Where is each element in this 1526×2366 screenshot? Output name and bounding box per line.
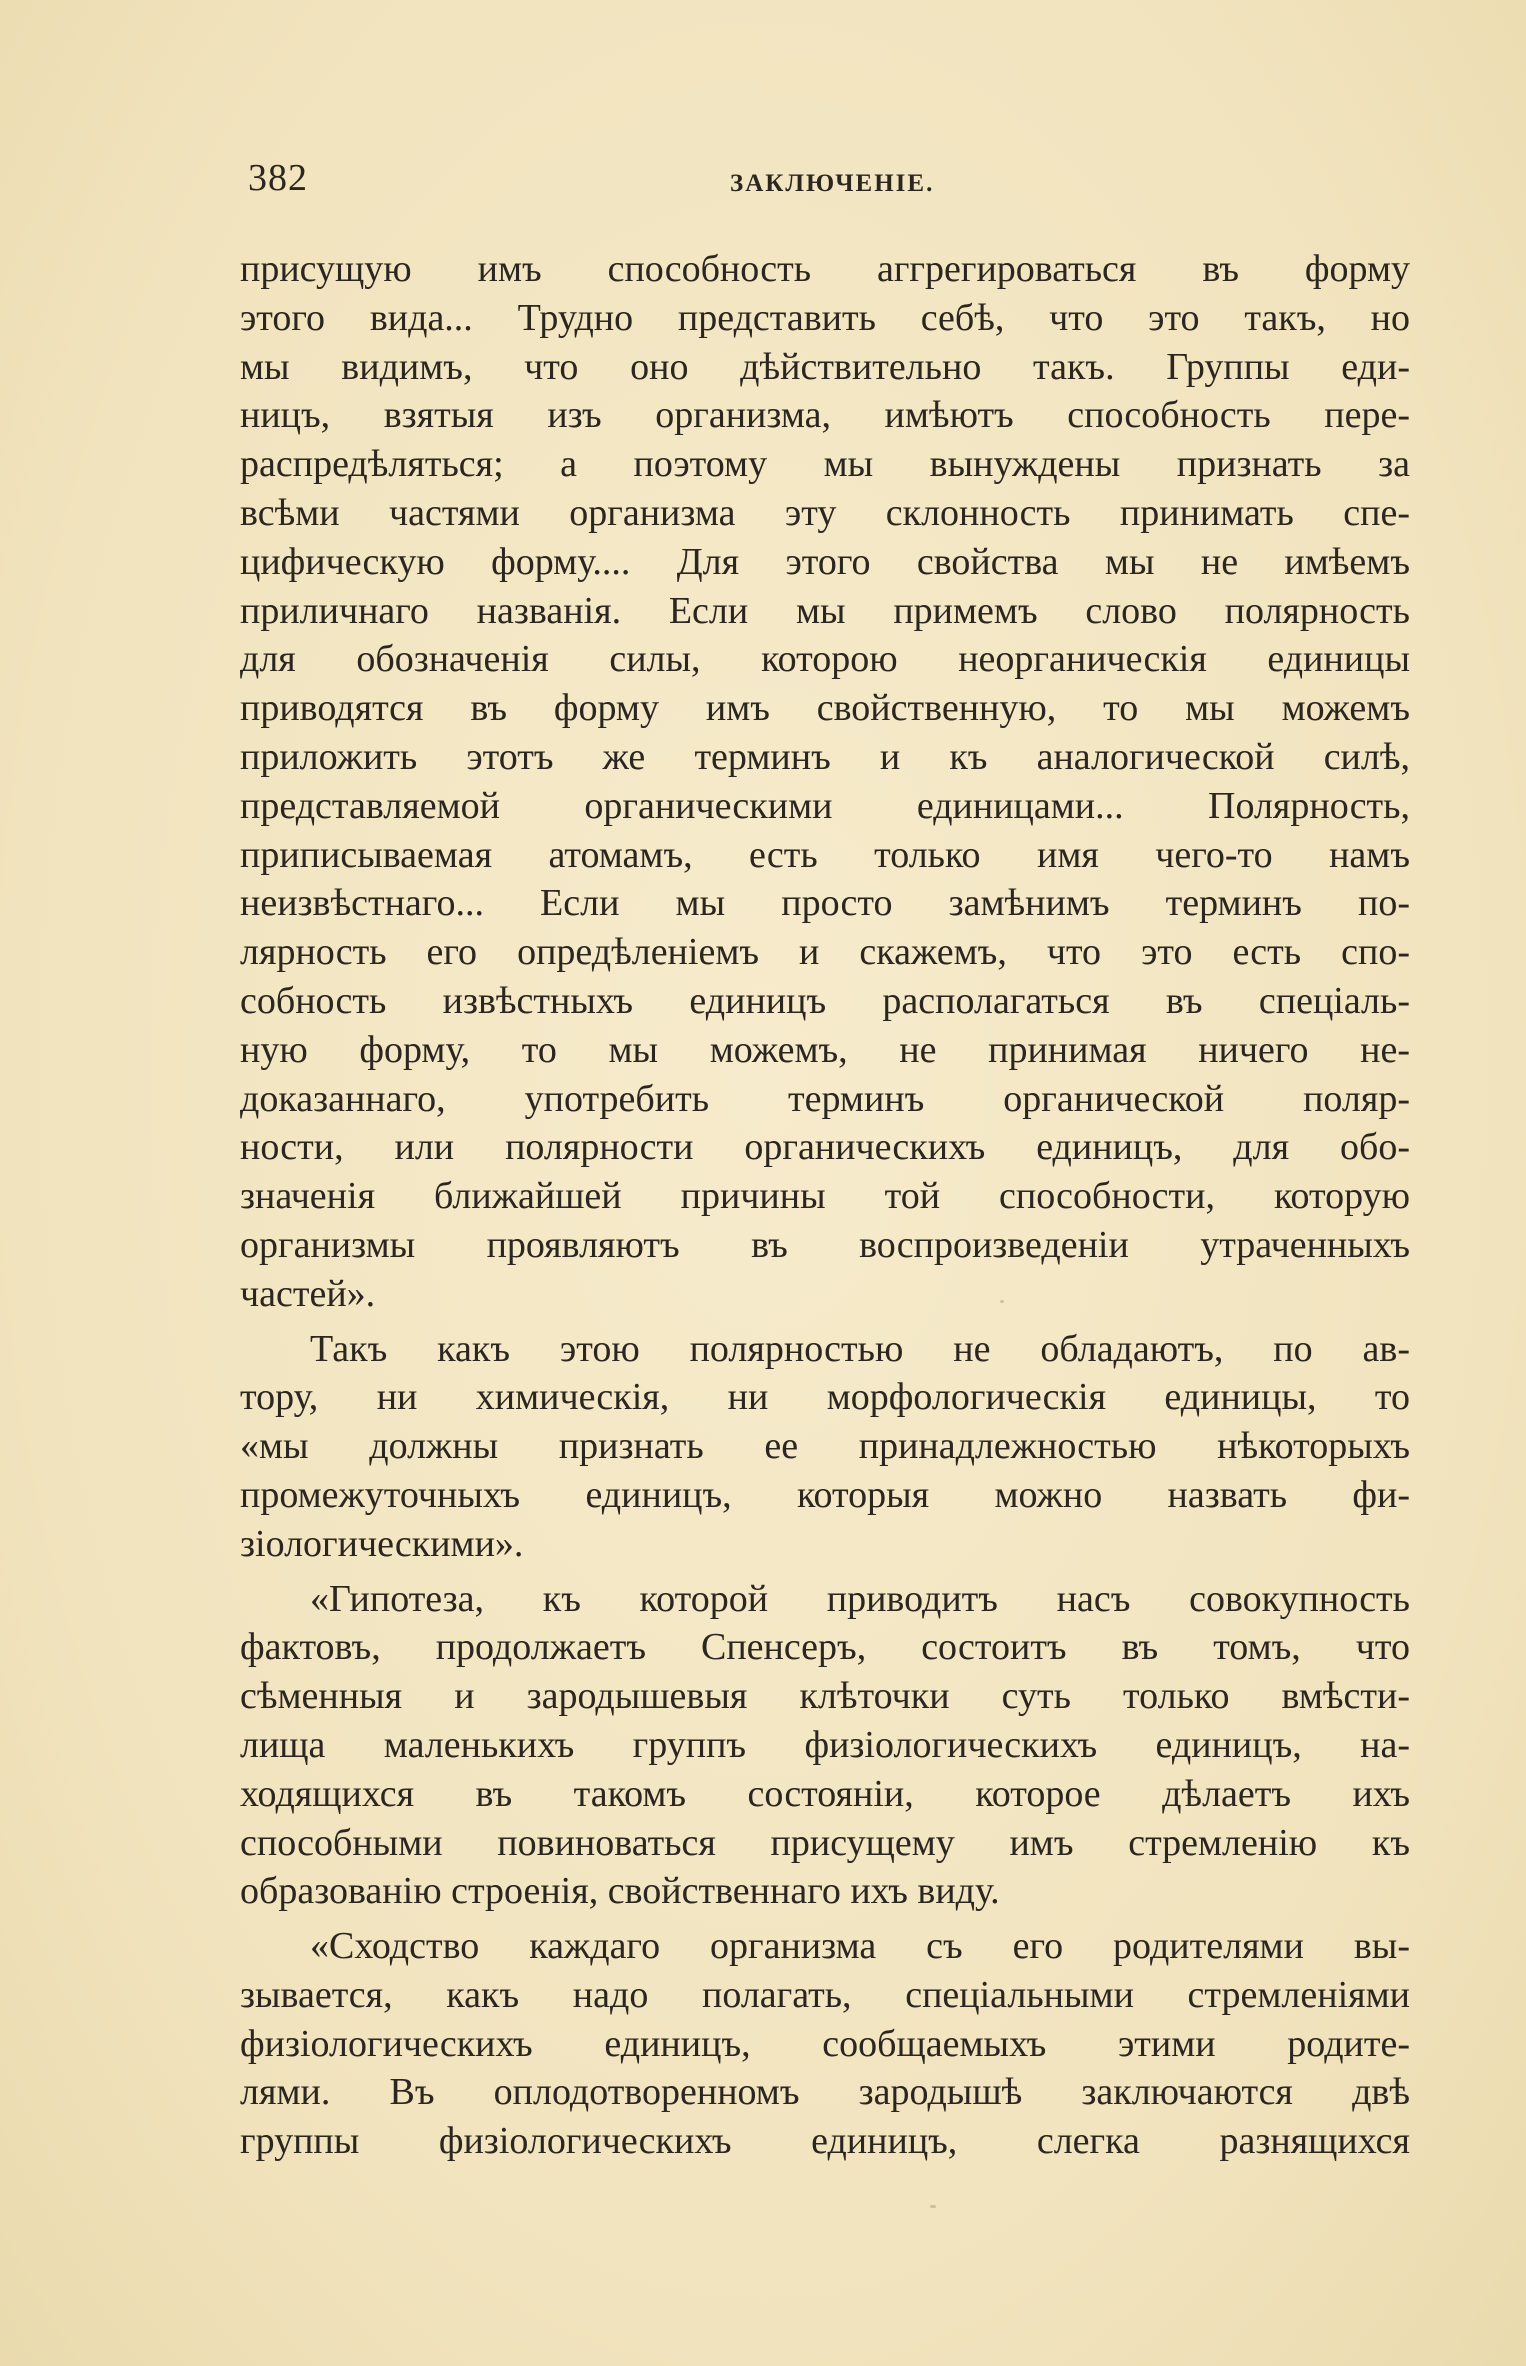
text-line: зывается, какъ надо полагать, спеціальными стремленіями xyxy=(240,1973,1410,2016)
text-line: приличнаго названія. Если мы примемъ слово полярность xyxy=(240,589,1410,632)
text-line: лища маленькихъ группъ физіологическихъ единицъ, на- xyxy=(240,1723,1410,1766)
paper-speck xyxy=(930,2205,936,2208)
body-text xyxy=(240,245,1410,2172)
paragraph-4 xyxy=(240,1922,1410,2166)
text-line: для обозначенія силы, которою неорганическія единицы xyxy=(240,638,1410,681)
text-line: собность извѣстныхъ единицъ располагаться въ спеціаль- xyxy=(240,979,1410,1022)
text-line: промежуточныхъ единицъ, которыя можно назвать фи- xyxy=(240,1473,1410,1516)
text-line: ницъ, взятыя изъ организма, имѣютъ способность пере- xyxy=(240,394,1410,437)
text-line: значенія ближайшей причины той способности, которую xyxy=(240,1175,1410,1218)
text-line: физіологическихъ единицъ, сообщаемыхъ этими родите- xyxy=(240,2022,1410,2065)
text-line: ности, или полярности органическихъ единицъ, для обо- xyxy=(240,1126,1410,1169)
text-line: распредѣляться; а поэтому мы вынуждены признать за xyxy=(240,443,1410,486)
text-line: лярность его опредѣленіемъ и скажемъ, что это есть спо- xyxy=(240,931,1410,974)
running-head: ЗАКЛЮЧЕНІЕ. xyxy=(730,170,935,197)
text-line: способными повиноваться присущему имъ стремленію къ xyxy=(240,1821,1410,1864)
page-number: 382 xyxy=(248,157,308,199)
text-line: «мы должны признать ее принадлежностью нѣкоторыхъ xyxy=(240,1425,1410,1468)
text-line: доказаннаго, употребить терминъ органической поляр- xyxy=(240,1077,1410,1120)
paragraph-3 xyxy=(240,1575,1410,1917)
text-line: лями. Въ оплодотворенномъ зародышѣ заключаются двѣ xyxy=(240,2071,1410,2114)
text-line: «Гипотеза, къ которой приводитъ насъ совокупность xyxy=(310,1577,1410,1620)
text-line: ходящихся въ такомъ состояніи, которое дѣлаетъ ихъ xyxy=(240,1772,1410,1815)
text-line: Такъ какъ этою полярностью не обладаютъ, по ав- xyxy=(310,1327,1410,1370)
text-line: присущую имъ способность аггрегироваться въ форму xyxy=(240,248,1410,290)
paragraph-1 xyxy=(240,245,1410,1319)
text-line: тору, ни химическія, ни морфологическія единицы, то xyxy=(240,1376,1410,1419)
text-line: сѣменныя и зародышевыя клѣточки суть только вмѣсти- xyxy=(240,1675,1410,1718)
text-line: цифическую форму.... Для этого свойства мы не имѣемъ xyxy=(240,540,1410,583)
text-line: ную форму, то мы можемъ, не принимая ничего не- xyxy=(240,1028,1410,1071)
paragraph-2 xyxy=(240,1325,1410,1569)
text-line: группы физіологическихъ единицъ, слегка разнящихся xyxy=(240,2120,1410,2163)
text-line: «Сходство каждаго организма съ его родителями вы- xyxy=(310,1925,1410,1968)
text-line: представляемой органическими единицами... Полярность, xyxy=(240,784,1410,827)
text-line: всѣми частями организма эту склонность принимать спе- xyxy=(240,491,1410,534)
page-header xyxy=(240,150,1410,210)
text-line: образованію строенія, свойственнаго ихъ виду. xyxy=(240,1870,1000,1913)
text-line: приписываемая атомамъ, есть только имя чего-то намъ xyxy=(240,833,1410,876)
text-line: неизвѣстнаго... Если мы просто замѣнимъ терминъ по- xyxy=(240,882,1410,925)
text-line: организмы проявляютъ въ воспроизведеніи утраченныхъ xyxy=(240,1223,1410,1266)
text-line: фактовъ, продолжаетъ Спенсеръ, состоитъ въ томъ, что xyxy=(240,1626,1410,1669)
text-line: частей». xyxy=(240,1272,376,1315)
paper-speck xyxy=(1000,1300,1004,1303)
text-line: этого вида... Трудно представить себѣ, что это такъ, но xyxy=(240,296,1410,339)
text-line: приводятся въ форму имъ свойственную, то мы можемъ xyxy=(240,687,1410,730)
text-line: приложить этотъ же терминъ и къ аналогической силѣ, xyxy=(240,735,1410,778)
text-line: мы видимъ, что оно дѣйствительно такъ. Группы еди- xyxy=(240,345,1410,388)
text-line: зіологическими». xyxy=(240,1522,524,1565)
